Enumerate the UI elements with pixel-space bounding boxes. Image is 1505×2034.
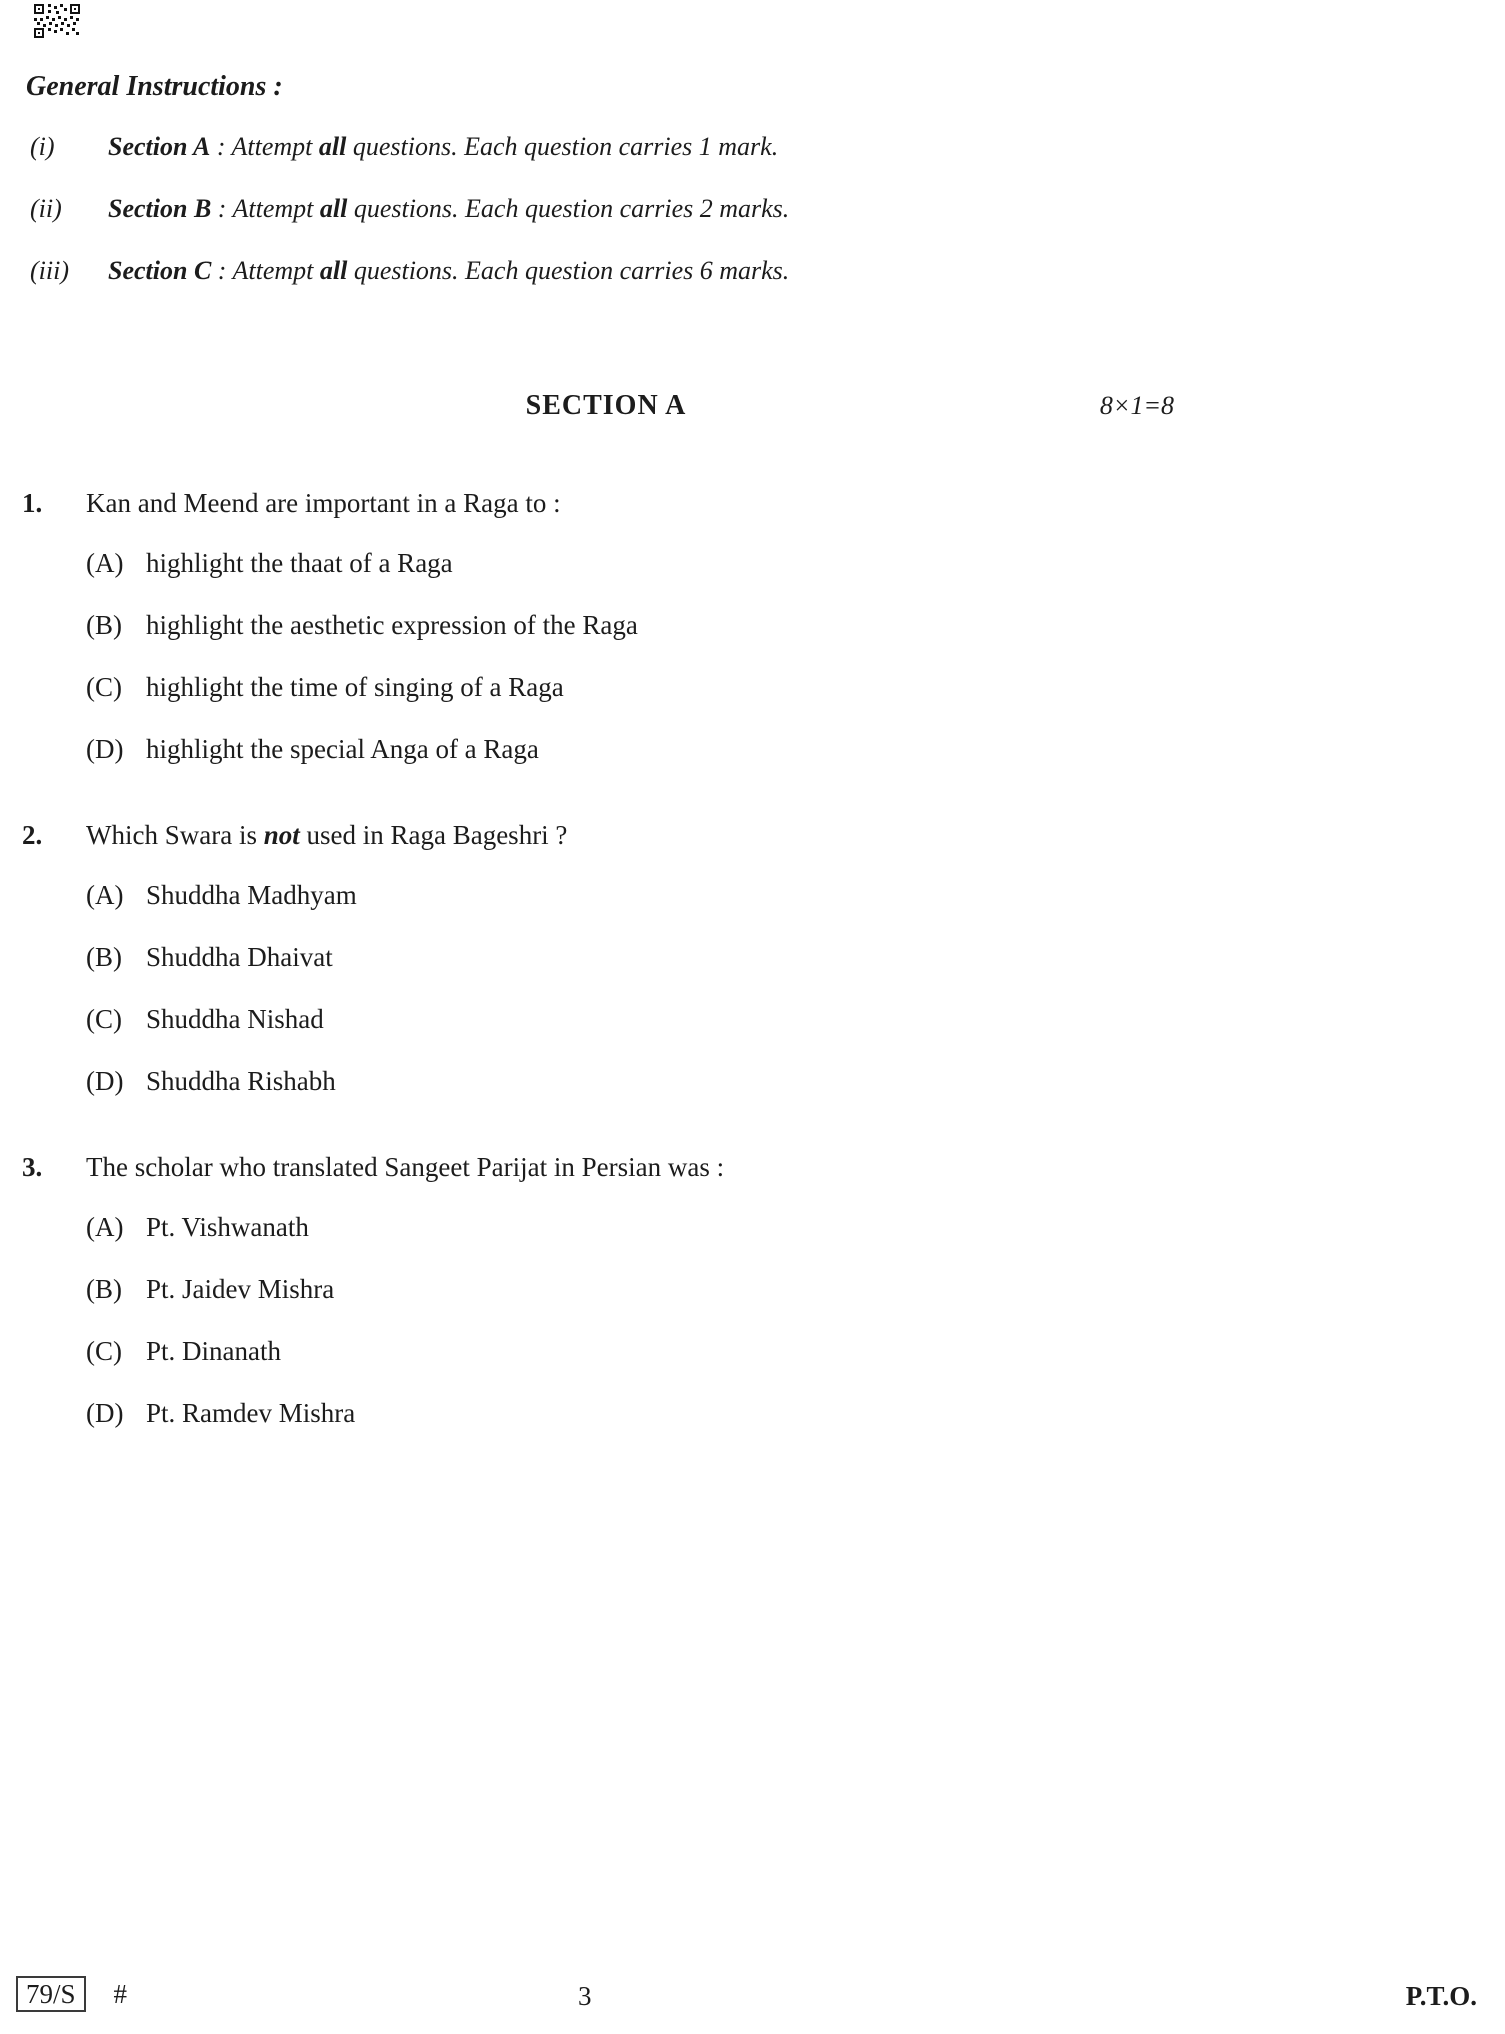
instruction-tail: questions. Each question carries 1 mark. <box>346 132 779 161</box>
option-text: highlight the time of singing of a Raga <box>146 672 564 702</box>
option-label: (A) <box>86 880 124 910</box>
section-title: SECTION A <box>525 390 687 421</box>
instruction-text <box>108 192 1477 226</box>
option-label: (C) <box>86 1004 122 1034</box>
option-row <box>86 670 1477 704</box>
question-2 <box>16 818 1477 1098</box>
option-label: (A) <box>86 548 124 578</box>
option-text: highlight the aesthetic expression of the Raga <box>146 610 638 640</box>
instruction-emphasis: all <box>318 132 347 161</box>
option-label: (D) <box>86 1066 124 1096</box>
question-body <box>86 486 1477 766</box>
option-label: (C) <box>86 1336 122 1366</box>
option-row <box>86 1396 1477 1430</box>
option-row <box>86 546 1477 580</box>
option-text: highlight the thaat of a Raga <box>146 548 453 578</box>
question-text-emphasis: not <box>263 820 300 850</box>
option-row <box>86 1002 1477 1036</box>
option-row <box>86 878 1477 912</box>
instruction-item <box>16 192 1477 226</box>
paper-hash: # <box>113 1979 128 2009</box>
option-row <box>86 1210 1477 1244</box>
section-marks: 8×1=8 <box>1099 391 1174 420</box>
option-row <box>86 1334 1477 1368</box>
question-body <box>86 818 1477 1098</box>
instruction-mid: : Attempt <box>211 194 320 223</box>
page-number: 3 <box>578 1981 592 2011</box>
general-instructions-heading: General Instructions : <box>26 71 283 102</box>
option-text: Pt. Jaidev Mishra <box>146 1274 335 1304</box>
option-row <box>86 608 1477 642</box>
question-text-post: used in Raga Bageshri ? <box>299 820 568 850</box>
instruction-mid: : Attempt <box>210 132 319 161</box>
question-3 <box>16 1150 1477 1430</box>
option-label: (B) <box>86 942 122 972</box>
instruction-tail: questions. Each question carries 2 marks. <box>347 194 790 223</box>
question-number: 3. <box>22 1152 43 1182</box>
question-text-pre: Kan and Meend are important in a Raga to : <box>86 488 561 518</box>
question-text <box>86 1150 1477 1184</box>
question-text <box>86 818 1477 852</box>
instruction-number: (iii) <box>30 256 69 285</box>
instruction-section-label: Section C <box>108 256 212 285</box>
option-text: Pt. Ramdev Mishra <box>146 1398 356 1428</box>
question-body <box>86 1150 1477 1430</box>
question-text-pre: Which Swara is <box>86 820 264 850</box>
question-number: 2. <box>22 820 43 850</box>
question-text-pre: The scholar who translated Sangeet Parijat in Persian was : <box>86 1152 725 1182</box>
option-text: highlight the special Anga of a Raga <box>146 734 539 764</box>
instruction-emphasis: all <box>319 256 348 285</box>
option-label: (B) <box>86 610 122 640</box>
question-number: 1. <box>22 488 43 518</box>
option-text: Pt. Dinanath <box>146 1336 281 1366</box>
instruction-number: (i) <box>30 132 55 161</box>
instructions-list <box>16 130 1477 288</box>
footer-left <box>16 1976 127 2012</box>
instruction-item <box>16 130 1477 164</box>
question-list <box>16 486 1477 1430</box>
instruction-emphasis: all <box>319 194 348 223</box>
qr-code <box>34 4 80 38</box>
instruction-section-label: Section A <box>108 132 211 161</box>
question-1 <box>16 486 1477 766</box>
section-header <box>16 388 1196 424</box>
option-label: (C) <box>86 672 122 702</box>
option-row <box>86 940 1477 974</box>
option-label: (D) <box>86 1398 124 1428</box>
option-label: (D) <box>86 734 124 764</box>
option-row <box>86 1064 1477 1098</box>
page-footer <box>16 1976 1477 2018</box>
instruction-text <box>108 254 1477 288</box>
paper-code: 79/S <box>16 1976 86 2012</box>
option-text: Shuddha Madhyam <box>146 880 357 910</box>
question-text <box>86 486 1477 520</box>
instruction-number: (ii) <box>30 194 62 223</box>
option-text: Shuddha Rishabh <box>146 1066 336 1096</box>
option-text: Shuddha Dhaivat <box>146 942 333 972</box>
instruction-item <box>16 254 1477 288</box>
option-row <box>86 732 1477 766</box>
instruction-mid: : Attempt <box>211 256 320 285</box>
instruction-text <box>108 130 1477 164</box>
option-label: (B) <box>86 1274 122 1304</box>
instruction-section-label: Section B <box>108 194 212 223</box>
option-row <box>86 1272 1477 1306</box>
option-text: Pt. Vishwanath <box>146 1212 309 1242</box>
option-label: (A) <box>86 1212 124 1242</box>
instruction-tail: questions. Each question carries 6 marks. <box>347 256 790 285</box>
pto-label: P.T.O. <box>1405 1981 1477 2011</box>
option-text: Shuddha Nishad <box>146 1004 324 1034</box>
